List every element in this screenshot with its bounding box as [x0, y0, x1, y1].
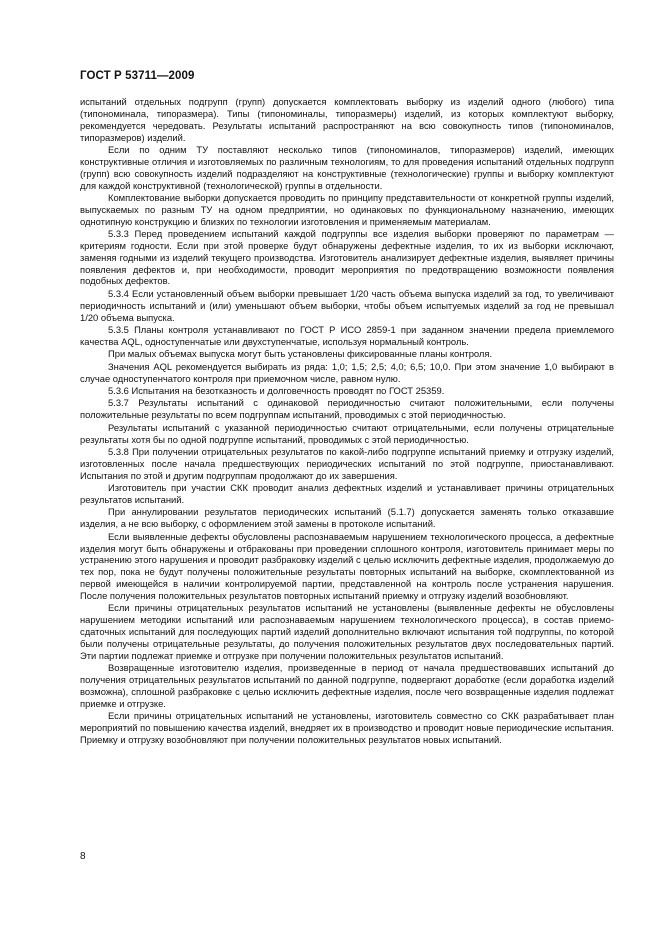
paragraph: Результаты испытаний с указанной периодичностью считают отрицательными, если получены отрицательные результаты хотя бы по одной подгруппе испытаний, проводимых с этой периодичностью. — [80, 421, 614, 445]
paragraph: 5.3.4 Если установленный объем выборки превышает 1/20 часть объема выпуска изделий за год, то увеличивают периодичность испытаний и (или) уменьшают объем выборки, чтобы объем испытуемых изделий за год не превышал 1/20 объема выпуска. — [80, 287, 614, 323]
paragraph: 5.3.6 Испытания на безотказность и долговечность проводят по ГОСТ 25359. — [108, 385, 445, 396]
document-header: ГОСТ Р 53711—2009 — [80, 70, 195, 82]
paragraph: 5.3.8 При получении отрицательных результатов по какой-либо подгруппе испытаний приемку и отгрузку изделий, изготовленных после начала предшествующих периодических испытаний по этой подгруппе, приостанавливают. Испытания по этой и другим подгруппам продолжают до их завершения. — [80, 446, 614, 481]
paragraph: Возвращенные изготовителю изделия, произведенные в период от начала предшествовавших испытаний до получения отрицательных результатов испытаний по данной подгруппе, подвергают доработке (если доработка изделий возможна), сплошной разбраковке с целью исключить дефектные изделия, после чего возвращенные изделия подлежат приемке и отгрузке. — [80, 662, 614, 709]
page-number: 8 — [80, 851, 86, 862]
paragraph: При аннулировании результатов периодических испытаний (5.1.7) допускается заменять только отказавшие изделия, а не всю выборку, с оформлением этой замены в протоколе испытаний. — [80, 506, 614, 530]
paragraph: Если причины отрицательных результатов испытаний не установлены (выявленные дефекты не обусловлены нарушением методики испытаний или распознаваемым нарушением технологического процесса), в состав приемо-сдаточных испытаний для последующих партий изделий дополнительно включают испытания той подгруппы, по которой были получены отрицательные результаты, до получения положительных результатов двух последовательных партий. Эти партии подлежат приемке и отгрузке при получении положительных результатов испытаний. — [80, 602, 614, 661]
paragraph: При малых объемах выпуска могут быть установлены фиксированные планы контроля. — [108, 348, 493, 360]
paragraph: 5.3.5 Планы контроля устанавливают по ГОСТ Р ИСО 2859-1 при заданном значении предела приемлемого качества AQL, одноступенчатые или двухступенчатые, используя нормальный контроль. — [80, 324, 614, 347]
document-body — [80, 96, 614, 746]
paragraph: 5.3.3 Перед проведением испытаний каждой подгруппы все изделия выборки проверяют по параметрам — критериям годности. Если при этой проверке будут обнаружены дефектные изделия, то их из выборки исключают, заменяя годными из изделий текущего производства. Изготовитель анализирует дефектные изделия, выявляет причины появления дефектов и, при необходимости, проводит мероприятия по предотвращению возможности появления подобных дефектов. — [80, 228, 614, 287]
paragraph: 5.3.7 Результаты испытаний с одинаковой периодичностью считают положительными, если получены положительные результаты по всем подгруппам испытаний, проводимых с этой периодичностью. — [80, 397, 614, 421]
paragraph: Значения AQL рекомендуется выбирать из ряда: 1,0; 1,5; 2,5; 4,0; 6,5; 10,0. При этом значение 1,0 выбирают в случае одноступенчатого контроля при приемочном числе, равном нулю. — [80, 360, 614, 384]
paragraph: Комплектование выборки допускается проводить по принципу представительности от конкретной группы изделий, выпускаемых по разным ТУ на одном предприятии, но одинаковых по функциональному назначению, имеющих однотипную конструкцию и близких по технологии изготовления и применяемым материалам. — [80, 191, 614, 227]
paragraph: испытаний отдельных подгрупп (групп) допускается комплектовать выборку из изделий одного (любого) типа (типономинала, типоразмера). Типы (типономиналы, типоразмеры) изделий, из которых комплектуют выборку, рекомендуется чередовать. Результаты испытаний распространяют на всю совокупность типов (типономиналов, типоразмеров) изделий. — [80, 96, 614, 143]
paragraph: Если выявленные дефекты обусловлены распознаваемым нарушением технологического процесса, а дефектные изделия могут быть обнаружены и отбракованы при проведении сплошного контроля, изготовитель принимает меры по устранению этого нарушения и проводит разбраковку изделий с целью исключить дефектные изделия, продолжаемую до тех пор, пока не будут получены положительные результаты повторных испытаний на выборке, скомплектованной из первой имеющейся в наличии контролируемой партии, представленной на контроль после устранения нарушения. После получения положительных результатов повторных испытаний приемку и отгрузку изделий возобновляют. — [80, 530, 614, 601]
paragraph: Если по одним ТУ поставляют несколько типов (типономиналов, типоразмеров) изделий, имеющих конструктивные отличия и изготовляемых по различным технологиям, то для проведения испытаний отдельных подгрупп (групп) всю совокупность изделий подразделяют на конструктивные (технологические) группы и выборку комплектуют для каждой конструктивной (технологической) группы в отдельности. — [80, 143, 614, 191]
paragraph: Если причины отрицательных испытаний не установлены, изготовитель совместно со СКК разрабатывает план мероприятий по повышению качества изделий, внедряет их в производство и проводит новые периодические испытания. Приемку и отгрузку возобновляют при получении положительных результатов новых испытаний. — [80, 710, 614, 745]
paragraph: Изготовитель при участии СКК проводит анализ дефектных изделий и устанавливает причины отрицательных результатов испытаний. — [80, 482, 614, 505]
